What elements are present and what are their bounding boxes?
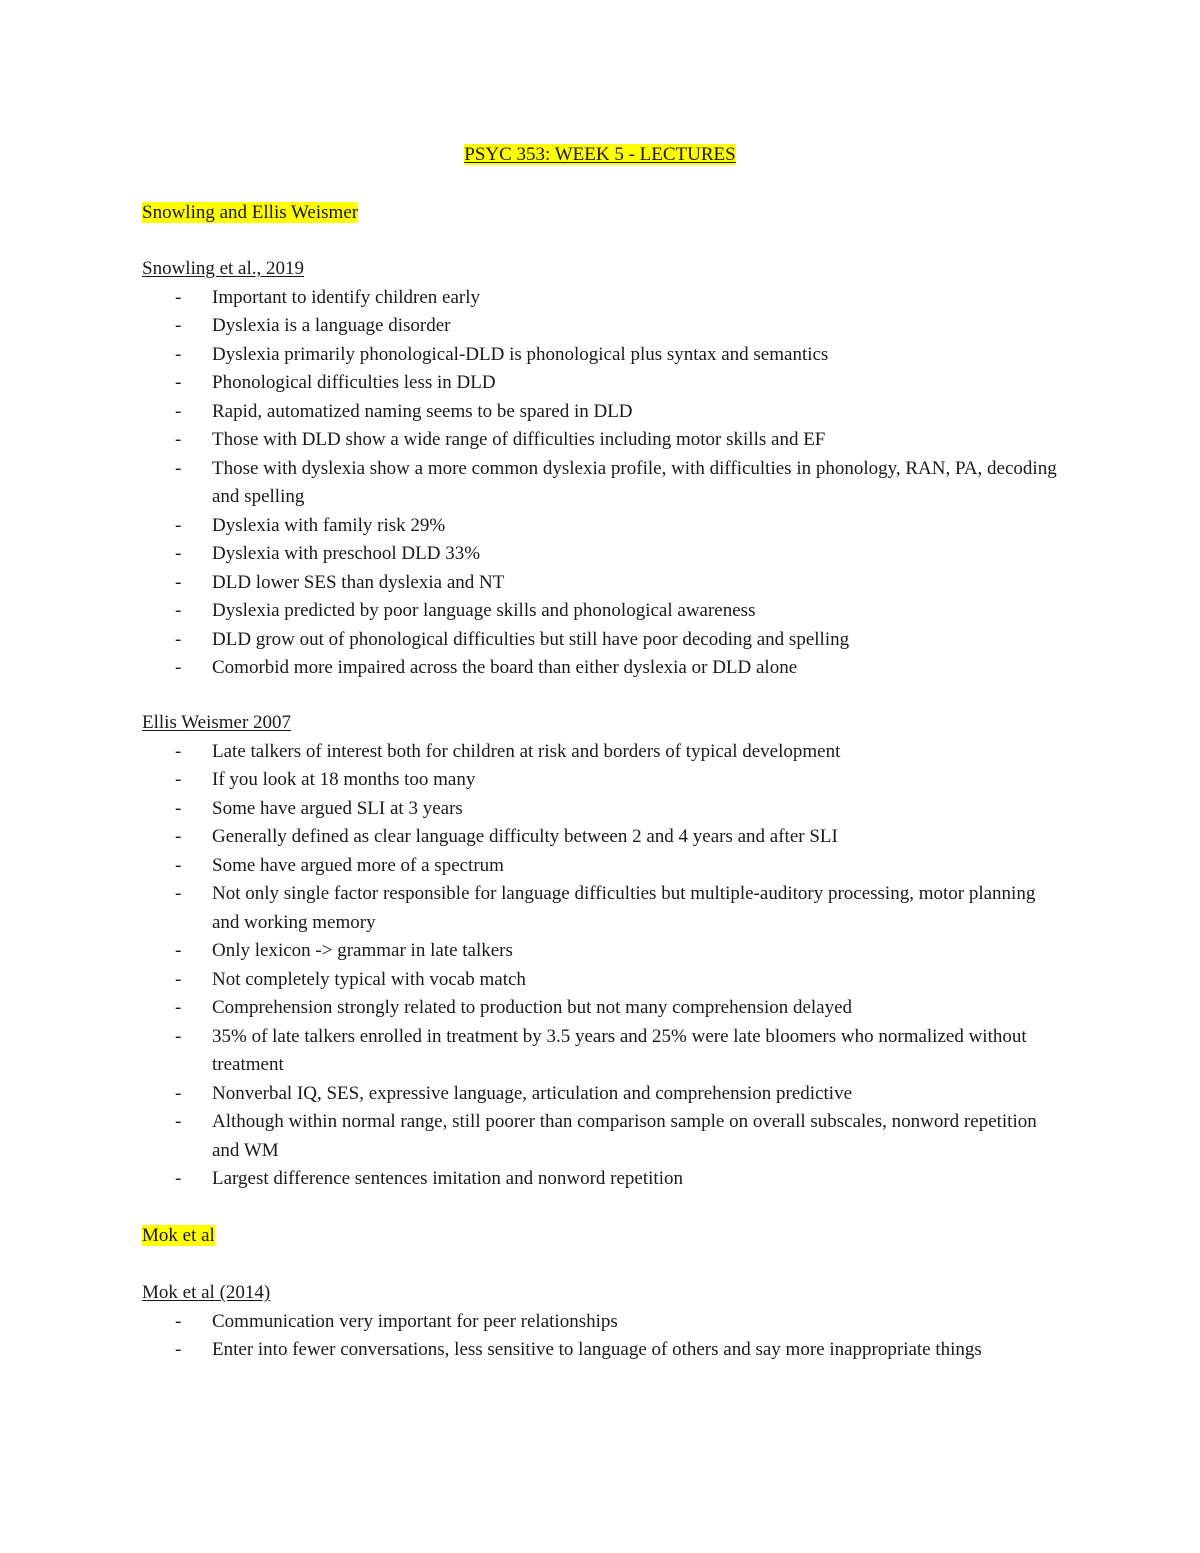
list-item bbox=[142, 654, 1062, 683]
bullet-text: Those with DLD show a wide range of difficulties including motor skills and EF bbox=[212, 429, 826, 450]
list-item bbox=[142, 284, 1062, 313]
bullet-dash: - bbox=[175, 343, 182, 365]
bullet-text: DLD grow out of phonological difficulties but still have poor decoding and spelling bbox=[212, 628, 850, 650]
bullet-dash: - bbox=[175, 826, 182, 847]
bullet-text: Dyslexia with family risk 29% bbox=[212, 514, 446, 536]
list-item bbox=[142, 1308, 1062, 1337]
list-item bbox=[142, 398, 1062, 427]
bullet-dash: - bbox=[175, 1339, 182, 1360]
subsection-mok-2014 bbox=[142, 1279, 1062, 1365]
bullet-dash: - bbox=[175, 883, 182, 904]
bullet-dash: - bbox=[175, 571, 182, 593]
bullet-text: Generally defined as clear language difficulty between 2 and 4 years and after SLI bbox=[212, 826, 838, 847]
bullet-dash: - bbox=[175, 854, 182, 876]
bullet-dash: - bbox=[175, 1310, 182, 1332]
list-item bbox=[142, 455, 1062, 512]
bullet-dash: - bbox=[175, 400, 182, 422]
bullet-dash: - bbox=[175, 628, 182, 650]
list-item bbox=[142, 512, 1062, 541]
list-item bbox=[142, 966, 1062, 995]
list-item bbox=[142, 426, 1062, 455]
bullet-text: Dyslexia with preschool DLD 33% bbox=[212, 543, 481, 564]
bullet-text: Those with dyslexia show a more common dyslexia profile, with difficulties in phonology, RAN, PA, decoding and spelling bbox=[212, 457, 1057, 507]
document-title-row bbox=[0, 142, 1200, 168]
bullet-text: Largest difference sentences imitation and nonword repetition bbox=[212, 1168, 683, 1189]
bullet-dash: - bbox=[175, 797, 182, 819]
bullet-text: If you look at 18 months too many bbox=[212, 769, 476, 790]
list-item bbox=[142, 1165, 1062, 1194]
bullet-text: Rapid, automatized naming seems to be spared in DLD bbox=[212, 400, 633, 422]
bullet-list bbox=[142, 1308, 1062, 1365]
bullet-dash: - bbox=[175, 372, 182, 393]
bullet-text: Not completely typical with vocab match bbox=[212, 968, 526, 990]
bullet-text: Comprehension strongly related to production but not many comprehension delayed bbox=[212, 997, 853, 1018]
bullet-text: Late talkers of interest both for children at risk and borders of typical development bbox=[212, 740, 841, 762]
subsection-heading: Ellis Weismer 2007 bbox=[142, 712, 292, 733]
bullet-text: Communication very important for peer relationships bbox=[212, 1310, 618, 1332]
bullet-text: 35% of late talkers enrolled in treatment by 3.5 years and 25% were late bloomers who normalized without treatment bbox=[212, 1025, 1027, 1075]
bullet-text: Enter into fewer conversations, less sensitive to language of others and say more inappropriate things bbox=[212, 1339, 982, 1360]
list-item bbox=[142, 795, 1062, 824]
list-item bbox=[142, 1080, 1062, 1109]
section-heading-snowling-ellis bbox=[142, 199, 1062, 228]
list-item bbox=[142, 312, 1062, 341]
bullet-text: Although within normal range, still poorer than comparison sample on overall subscales, nonword repetition and WM bbox=[212, 1111, 1037, 1161]
bullet-dash: - bbox=[175, 1168, 182, 1189]
list-item bbox=[142, 738, 1062, 767]
bullet-text: DLD lower SES than dyslexia and NT bbox=[212, 571, 505, 593]
bullet-text: Dyslexia primarily phonological-DLD is phonological plus syntax and semantics bbox=[212, 343, 829, 365]
list-item bbox=[142, 1108, 1062, 1165]
bullet-list bbox=[142, 738, 1062, 1194]
list-item bbox=[142, 369, 1062, 398]
bullet-dash: - bbox=[175, 543, 182, 564]
subsection-heading: Snowling et al., 2019 bbox=[142, 258, 305, 279]
list-item bbox=[142, 341, 1062, 370]
bullet-dash: - bbox=[175, 657, 182, 678]
section-heading-text: Snowling and Ellis Weismer bbox=[142, 202, 359, 223]
bullet-dash: - bbox=[175, 315, 182, 336]
subsection-ellis-weismer-2007 bbox=[142, 709, 1062, 1194]
list-item bbox=[142, 569, 1062, 598]
bullet-dash: - bbox=[175, 600, 182, 621]
bullet-text: Dyslexia predicted by poor language skills and phonological awareness bbox=[212, 600, 756, 621]
bullet-list bbox=[142, 284, 1062, 683]
bullet-text: Comorbid more impaired across the board than either dyslexia or DLD alone bbox=[212, 657, 798, 678]
list-item bbox=[142, 852, 1062, 881]
bullet-dash: - bbox=[175, 514, 182, 536]
list-item bbox=[142, 540, 1062, 569]
document-title: PSYC 353: WEEK 5 - LECTURES bbox=[464, 144, 736, 165]
section-heading-text: Mok et al bbox=[142, 1225, 215, 1246]
list-item bbox=[142, 597, 1062, 626]
list-item bbox=[142, 937, 1062, 966]
list-item bbox=[142, 766, 1062, 795]
bullet-dash: - bbox=[175, 740, 182, 762]
list-item bbox=[142, 880, 1062, 937]
bullet-dash: - bbox=[175, 1111, 182, 1132]
bullet-dash: - bbox=[175, 997, 182, 1018]
bullet-text: Some have argued more of a spectrum bbox=[212, 854, 504, 876]
subsection-snowling-2019 bbox=[142, 255, 1062, 683]
bullet-dash: - bbox=[175, 1025, 182, 1047]
list-item bbox=[142, 626, 1062, 655]
list-item bbox=[142, 1336, 1062, 1365]
bullet-text: Not only single factor responsible for language difficulties but multiple-auditory processing, motor planning and working memory bbox=[212, 883, 1036, 933]
bullet-dash: - bbox=[175, 1082, 182, 1104]
bullet-dash: - bbox=[175, 769, 182, 790]
bullet-text: Some have argued SLI at 3 years bbox=[212, 797, 463, 819]
bullet-text: Only lexicon -> grammar in late talkers bbox=[212, 940, 513, 961]
bullet-dash: - bbox=[175, 940, 182, 961]
bullet-dash: - bbox=[175, 968, 182, 990]
bullet-text: Phonological difficulties less in DLD bbox=[212, 372, 496, 393]
section-heading-mok bbox=[142, 1222, 1062, 1251]
subsection-heading: Mok et al (2014) bbox=[142, 1282, 271, 1303]
bullet-text: Important to identify children early bbox=[212, 286, 481, 308]
list-item bbox=[142, 994, 1062, 1023]
bullet-dash: - bbox=[175, 457, 182, 479]
bullet-dash: - bbox=[175, 286, 182, 308]
bullet-dash: - bbox=[175, 429, 182, 450]
list-item bbox=[142, 823, 1062, 852]
bullet-text: Dyslexia is a language disorder bbox=[212, 315, 451, 336]
bullet-text: Nonverbal IQ, SES, expressive language, articulation and comprehension predictive bbox=[212, 1082, 852, 1104]
list-item bbox=[142, 1023, 1062, 1080]
